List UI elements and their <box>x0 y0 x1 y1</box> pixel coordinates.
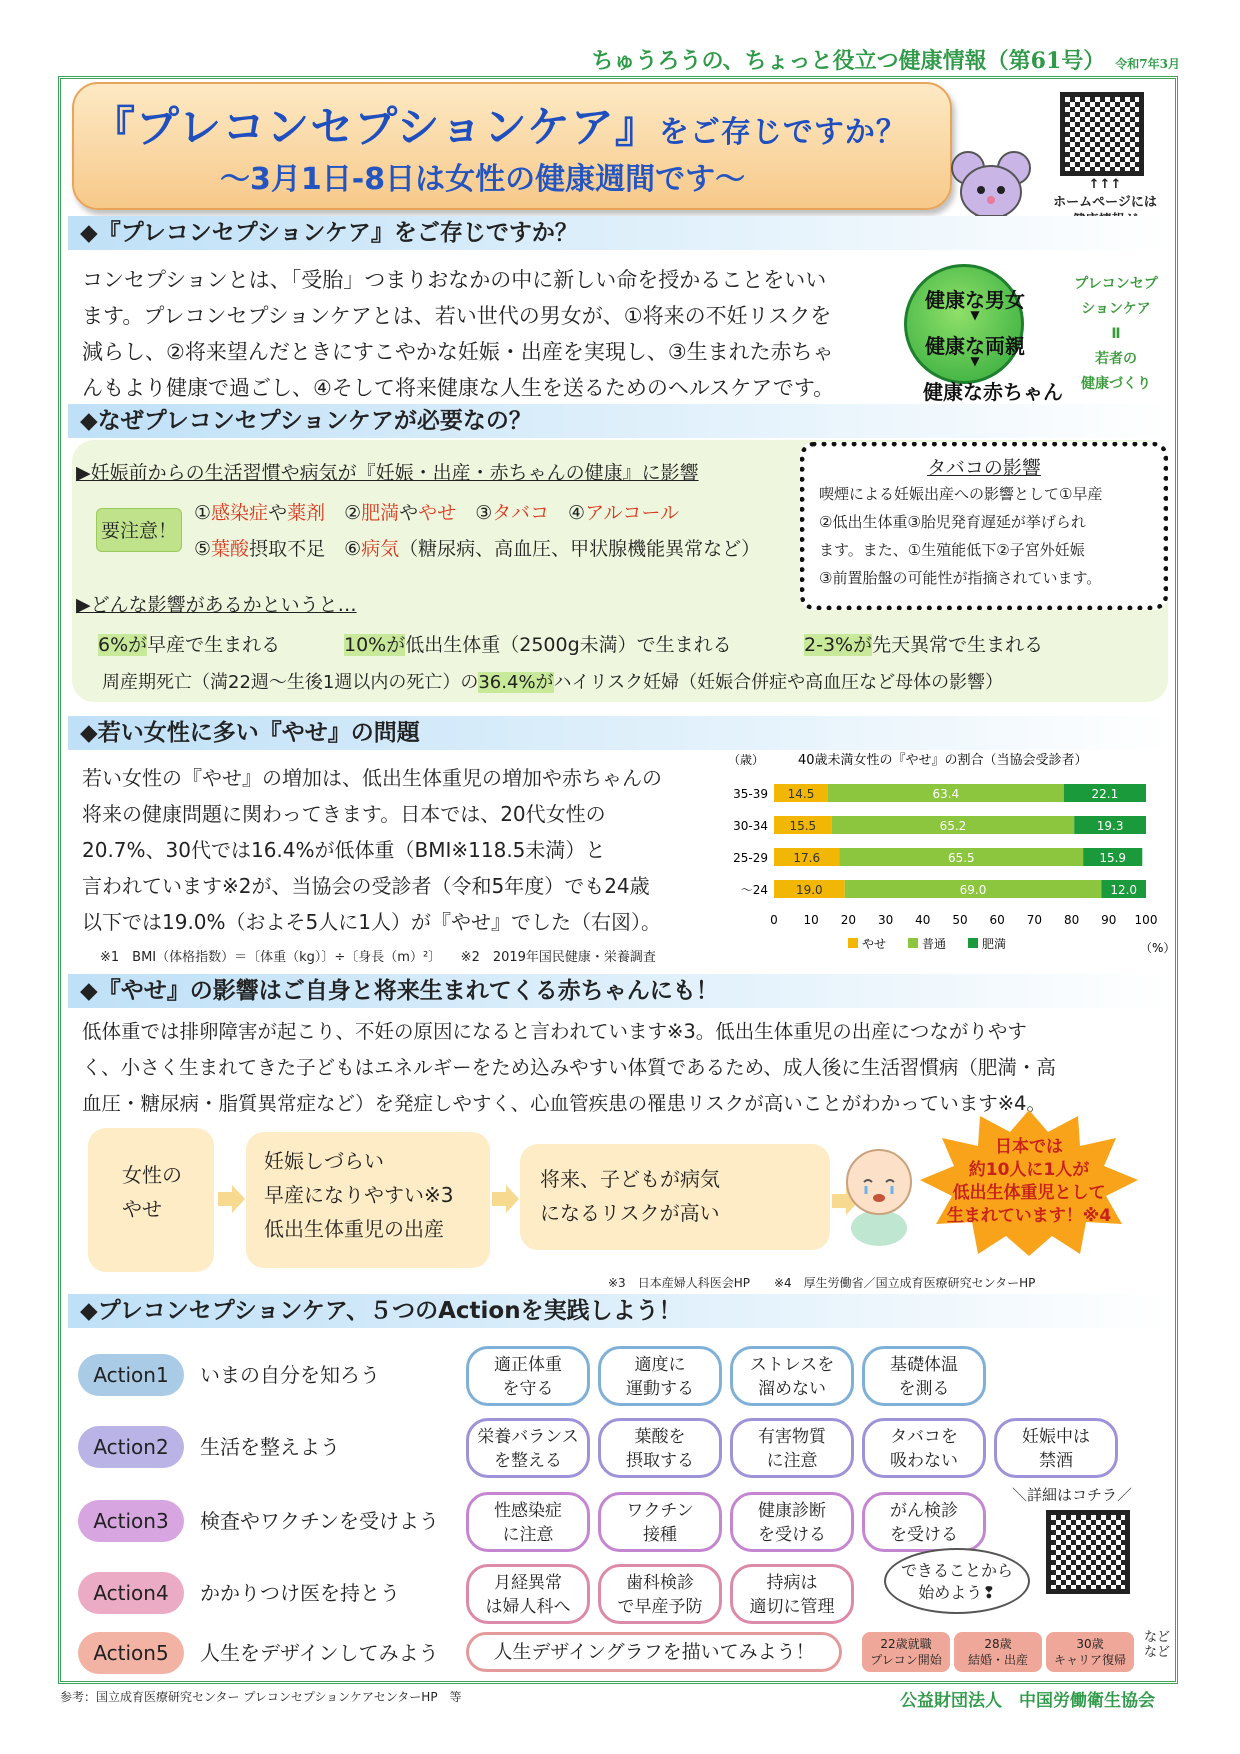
page-title: 『プレコンセプションケア』をご存じですか？ <box>92 103 907 153</box>
section-heading-impact: ◆『やせ』の影響はご自身と将来生まれてくる赤ちゃんにも！ <box>68 974 1172 1008</box>
risk-item: 病気 <box>361 538 400 560</box>
chart-x-tick: 50 <box>952 913 968 927</box>
life-step: 22歳就職 プレコン開始 <box>862 1632 950 1672</box>
risk-item: や <box>268 502 288 524</box>
down-arrow-icon: ▼ <box>970 354 980 368</box>
risk-item: 薬剤 <box>287 502 326 524</box>
action-tip: 葉酸を 摂取する <box>598 1418 722 1478</box>
flow-box-risk-mother: 妊娠しづらい 早産になりやすい※3 低出生体重児の出産 <box>246 1132 490 1268</box>
risk-item: ③ <box>456 502 493 524</box>
stat-perinatal: 周産期死亡（満22週～生後1週以内の死亡）の36.4%がハイリスク妊婦（妊娠合併症や高血圧など母体の影響） <box>102 672 1004 693</box>
chart-x-tick: 90 <box>1101 913 1117 927</box>
action-badge: Action1 <box>78 1354 184 1396</box>
section-heading-about: ◆『プレコンセプションケア』をご存じですか？ <box>68 216 1172 250</box>
chart-x-tick: 70 <box>1026 913 1043 927</box>
chart-legend-swatch <box>968 938 978 948</box>
chart-category-label: ～24 <box>740 883 768 897</box>
chart-data-label: 17.6 <box>793 851 821 865</box>
flow-box-risk-child: 将来、子どもが病気 になるリスクが高い <box>520 1144 830 1250</box>
chart-category-label: 25-29 <box>733 851 768 865</box>
flow-healthy-youth: 健康な男女 <box>925 288 1025 312</box>
action-tip: 歯科検診 で早産予防 <box>598 1564 722 1624</box>
chart-data-label: 65.5 <box>947 851 975 865</box>
risk-item: 肥満 <box>361 502 400 524</box>
chart-y-label: （歳） <box>728 753 765 767</box>
page-subtitle: ～3月1日-8日は女性の健康週間です～ <box>220 162 746 197</box>
risk-item: アルコール <box>585 502 679 524</box>
chart-x-tick: 10 <box>803 913 819 927</box>
action-tip: 持病は 適切に管理 <box>730 1564 854 1624</box>
action-badge: Action4 <box>78 1572 184 1614</box>
chart-title: 40歳未満女性の『やせ』の割合（当協会受診者） <box>798 753 1088 768</box>
tobacco-text: 喫煙による妊娠出産への影響として①早産 ②低出生体重③胎児発育遅延が挙げられ ます。また、①生殖能低下②子宮外妊娠 ③前置胎盤の可能性が指摘されています。 <box>819 485 1103 587</box>
chart-data-label: 19.0 <box>795 883 823 897</box>
action-label: いまの自分を知ろう <box>200 1363 380 1387</box>
action5-label: 人生をデザインしてみよう <box>200 1641 439 1665</box>
preconception-label: プレコンセプ ションケア Ⅱ 若者の 健康づくり <box>1074 276 1158 392</box>
qr-note: ↑↑↑ ホームページには <box>1053 177 1157 210</box>
chart-data-label: 15.5 <box>789 819 817 833</box>
tobacco-title: タバコの影響 <box>927 457 1041 479</box>
bmi-note: ※1 BMI（体格指数）＝〔体重（kg）〕÷〔身長（m）²〕 ※2 2019年国民健康・栄養調査 <box>100 950 656 965</box>
action-tip: 性感染症 に注意 <box>466 1492 590 1552</box>
speech-bubble: できることから 始めよう❢ <box>884 1548 1030 1614</box>
risk-item: ② <box>325 502 362 524</box>
right-arrow-icon <box>216 1184 246 1214</box>
chart-legend-swatch <box>848 938 858 948</box>
action-badge: Action3 <box>78 1500 184 1542</box>
action-label: かかりつけ医を持とう <box>200 1581 400 1605</box>
risk-item: （糖尿病、高血圧、甲状腺機能異常など） <box>399 538 761 560</box>
action-tip: ストレスを 溜めない <box>730 1346 854 1406</box>
detail-qr-code[interactable] <box>1046 1510 1130 1594</box>
life-step: 28歳 結婚・出産 <box>954 1632 1042 1672</box>
flow-box-thin: 女性の やせ <box>88 1128 214 1272</box>
action-tip: タバコを 吸わない <box>862 1418 986 1478</box>
homepage-qr-code[interactable] <box>1060 92 1144 176</box>
tobacco-box <box>800 442 1168 610</box>
risk-item: やせ <box>418 502 457 524</box>
stat-congenital: 2-3%が先天異常で生まれる <box>804 634 1044 656</box>
chart-legend-label: 肥満 <box>982 937 1007 951</box>
etc-text: など など <box>1144 1630 1171 1660</box>
risk-item: ① <box>194 502 212 524</box>
series-header: ちゅうろうの、ちょっと役立つ健康情報（第61号） 令和7年3月 <box>591 48 1180 74</box>
action-tip: 栄養バランス を整える <box>466 1418 590 1478</box>
starburst-text: 日本では 約10人に1人が 低出生体重児として 生まれています！※4 <box>946 1137 1112 1226</box>
impact-text: 低体重では排卵障害が起こり、不妊の原因になると言われています※3。低出生体重児の出産につながりやす く、小さく生まれてきた子どもはエネルギーをため込みやすい体質であるため、成人後に生活習慣病（肥満・高 血圧・糖尿病・脂質異常症など）を発症しやすく、心血管疾患の罹患リスクが高いことがわかっています※4。 <box>82 1020 1056 1115</box>
caution-badge: 要注意！ <box>96 508 182 552</box>
chart-data-label: 65.2 <box>939 819 967 833</box>
stat-low-birthweight: 10%が低出生体重（2500g未満）で生まれる <box>344 634 732 656</box>
action-badge: Action2 <box>78 1426 184 1468</box>
life-design-graph[interactable]: 人生デザイングラフを描いてみよう！ <box>466 1632 842 1672</box>
chart-x-tick: 100 <box>1134 913 1158 927</box>
chart-data-label: 14.5 <box>787 787 815 801</box>
source-note: ※3 日本産婦人科医会HP ※4 厚生労働省／国立成育医療研究センターHP <box>608 1276 1036 1290</box>
chart-legend-swatch <box>908 938 918 948</box>
crying-baby-icon <box>836 1138 922 1248</box>
action-tip: 適正体重 を守る <box>466 1346 590 1406</box>
thinness-chart <box>728 752 1176 962</box>
risk-item: 感染症 <box>211 502 269 524</box>
action-tip: がん検診 を受ける <box>862 1492 986 1552</box>
chart-data-label: 12.0 <box>1110 883 1138 897</box>
organization-name: 公益財団法人 中国労働衛生協会 <box>900 1691 1155 1711</box>
action-label: 生活を整えよう <box>200 1435 340 1459</box>
risk-item: タバコ <box>492 502 550 524</box>
action-tip: ワクチン 接種 <box>598 1492 722 1552</box>
section-heading-why: ◆なぜプレコンセプションケアが必要なの？ <box>68 404 1172 438</box>
stat-preterm: 6%が早産で生まれる <box>98 634 281 656</box>
reference-note: 参考：国立成育医療研究センター プレコンセプションケアセンターHP 等 <box>60 1690 462 1704</box>
action-tip: 妊娠中は 禁酒 <box>994 1418 1118 1478</box>
action-tip: 適度に 運動する <box>598 1346 722 1406</box>
action-tip: 有害物質 に注意 <box>730 1418 854 1478</box>
detail-label: ＼詳細はコチラ／ <box>1012 1486 1133 1504</box>
thinness-text: 若い女性の『やせ』の増加は、低出生体重児の増加や赤ちゃんの 将来の健康問題に関わってきます。日本では、20代女性の 20.7%、30代では16.4%が低体重（BMI※118.5未満）と 言われています※2が、当協会の受診者（令和5年度）でも24歳 以下では19.0%（およそ5人に1人）が『やせ』でした（右図）。 <box>82 766 662 934</box>
section-heading-thinness: ◆若い女性に多い『やせ』の問題 <box>68 716 1172 750</box>
bullet-impact: ▶どんな影響があるかというと… <box>76 594 357 616</box>
chart-x-tick: 60 <box>989 913 1005 927</box>
down-arrow-icon: ▼ <box>970 308 980 322</box>
chart-category-label: 30-34 <box>733 819 768 833</box>
action-tip: 健康診断 を受ける <box>730 1492 854 1552</box>
chart-data-label: 15.9 <box>1099 851 1127 865</box>
life-step: 30歳 キャリア復帰 <box>1046 1632 1134 1672</box>
chart-x-tick: 0 <box>770 913 778 927</box>
about-text: コンセプションとは、「受胎」つまりおなかの中に新しい命を授かることをいい ます。プレコンセプションケアとは、若い世代の男女が、①将来の不妊リスクを 減らし、②将来望んだときにすこやかな妊娠・出産を実現し、③生まれた赤ちゃ んもより健康で過ごし、④そして将来健康な人生を送るためのヘルスケアです。 <box>82 268 835 400</box>
action5-badge: Action5 <box>78 1632 184 1674</box>
right-arrow-icon <box>490 1184 520 1214</box>
risk-list-1 <box>194 498 679 525</box>
chart-legend-label: 普通 <box>922 937 947 951</box>
risk-item: 葉酸 <box>211 538 250 560</box>
chart-x-tick: 30 <box>877 913 894 927</box>
action-label: 検査やワクチンを受けよう <box>200 1509 439 1533</box>
chart-x-tick: 40 <box>915 913 931 927</box>
chart-legend-label: やせ <box>862 937 887 951</box>
chart-data-label: 19.3 <box>1096 819 1124 833</box>
risk-item: 摂取不足 ⑥ <box>249 538 362 560</box>
action-tip: 基礎体温 を測る <box>862 1346 986 1406</box>
chart-category-label: 35-39 <box>733 787 768 801</box>
chart-x-tick: 20 <box>840 913 857 927</box>
action-tip: 月経異常 は婦人科へ <box>466 1564 590 1624</box>
risk-list-2 <box>194 534 760 561</box>
chart-x-label: （%） <box>1140 941 1176 955</box>
bullet-lifestyle: ▶妊娠前からの生活習慣や病気が『妊娠・出産・赤ちゃんの健康』に影響 <box>76 462 699 484</box>
section-heading-actions: ◆プレコンセプションケア、５つのActionを実践しよう！ <box>68 1294 1172 1328</box>
chart-x-tick: 80 <box>1063 913 1080 927</box>
risk-item: ⑤ <box>194 538 212 560</box>
chart-data-label: 63.4 <box>932 787 960 801</box>
flow-healthy-parents: 健康な両親 <box>925 334 1025 358</box>
chart-data-label: 69.0 <box>959 883 987 897</box>
risk-item: や <box>399 502 419 524</box>
flow-healthy-baby: 健康な赤ちゃん <box>923 380 1063 404</box>
risk-item: ④ <box>549 502 586 524</box>
chart-data-label: 22.1 <box>1091 787 1119 801</box>
